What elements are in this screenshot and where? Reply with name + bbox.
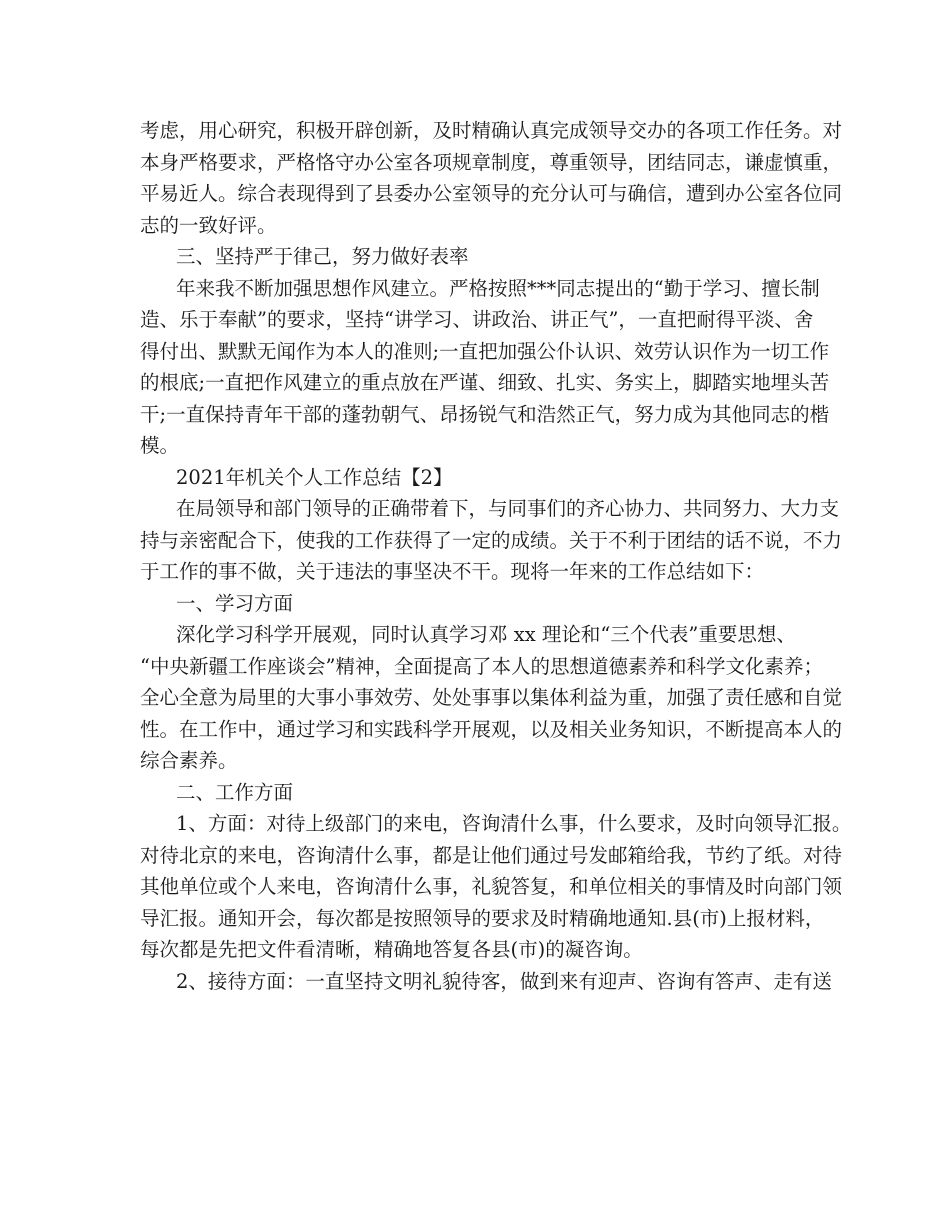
text-line: 考虑，用心研究，积极开辟创新，及时精确认真完成领导交办的各项工作任务。对 xyxy=(140,119,843,142)
document-body xyxy=(140,115,852,997)
text-line: 深化学习科学开展观，同时认真学习邓 xx 理论和“三个代表”重要思想、 xyxy=(176,623,796,646)
text-line: 志的一致好评。 xyxy=(140,213,277,237)
text-line: 导汇报。通知开会，每次都是按照领导的要求及时精确地通知.县(市)上报材料， xyxy=(140,906,825,930)
text-line: 的根底;一直把作风建立的重点放在严谨、细致、扎实、务实上，脚踏实地埋头苦 xyxy=(140,371,830,394)
text-line: 一、学习方面 xyxy=(176,591,294,615)
text-line: 对待北京的来电，咨询清什么事，都是让他们通过号发邮箱给我，节约了纸。对待 xyxy=(140,843,843,867)
text-line: 本身严格要求，严格恪守办公室各项规章制度，尊重领导，团结同志，谦虚慎重， xyxy=(140,150,843,174)
text-line: 于工作的事不做，关于违法的事坚决不干。现将一年来的工作总结如下： xyxy=(140,560,765,583)
text-line: 在局领导和部门领导的正确带着下，与同事们的齐心协力、共同努力、大力支 xyxy=(176,497,840,520)
text-line: 平易近人。综合表现得到了县委办公室领导的充分认可与确信，遭到办公室各位同 xyxy=(140,182,843,205)
text-line: 2、接待方面：一直坚持文明礼貌待客，做到来有迎声、咨询有答声、走有送 xyxy=(176,969,832,993)
text-line: 全心全意为局里的大事小事效劳、处处事事以集体利益为重，加强了责任感和自觉 xyxy=(140,686,843,709)
text-line: 三、坚持严于律己，努力做好表率 xyxy=(176,245,469,268)
text-line: 其他单位或个人来电，咨询清什么事，礼貌答复，和单位相关的事情及时向部门领 xyxy=(140,875,843,898)
text-line: 得付出、默默无闻作为本人的准则;一直把加强公仆认识、效劳认识作为一切工作 xyxy=(140,339,830,363)
text-line: 每次都是先把文件看清晰，精确地答复各县(市)的凝咨询。 xyxy=(140,938,643,961)
text-line: 2021年机关个人工作总结【2】 xyxy=(176,465,453,489)
text-line: 持与亲密配合下，使我的工作获得了一定的成绩。关于不利于团结的话不说，不力 xyxy=(140,528,843,552)
text-line: 年来我不断加强思想作风建立。严格按照***同志提出的“勤于学习、擅长制 xyxy=(176,276,820,300)
text-line: 1、方面：对待上级部门的来电，咨询清什么事，什么要求，及时向领导汇报。 xyxy=(176,812,852,835)
text-line: 二、工作方面 xyxy=(176,780,294,804)
text-line: “中央新疆工作座谈会”精神，全面提高了本人的思想道德素养和科学文化素养； xyxy=(140,654,823,678)
text-line: 干;一直保持青年干部的蓬勃朝气、昂扬锐气和浩然正气，努力成为其他同志的楷 xyxy=(140,402,830,426)
text-line: 造、乐于奉献”的要求，坚持“讲学习、讲政治、讲正气”，一直把耐得平淡、舍 xyxy=(140,308,814,331)
text-line: 综合素养。 xyxy=(140,749,238,772)
text-line: 性。在工作中，通过学习和实践科学开展观，以及相关业务知识，不断提高本人的 xyxy=(140,717,843,741)
text-line: 模。 xyxy=(140,434,180,457)
